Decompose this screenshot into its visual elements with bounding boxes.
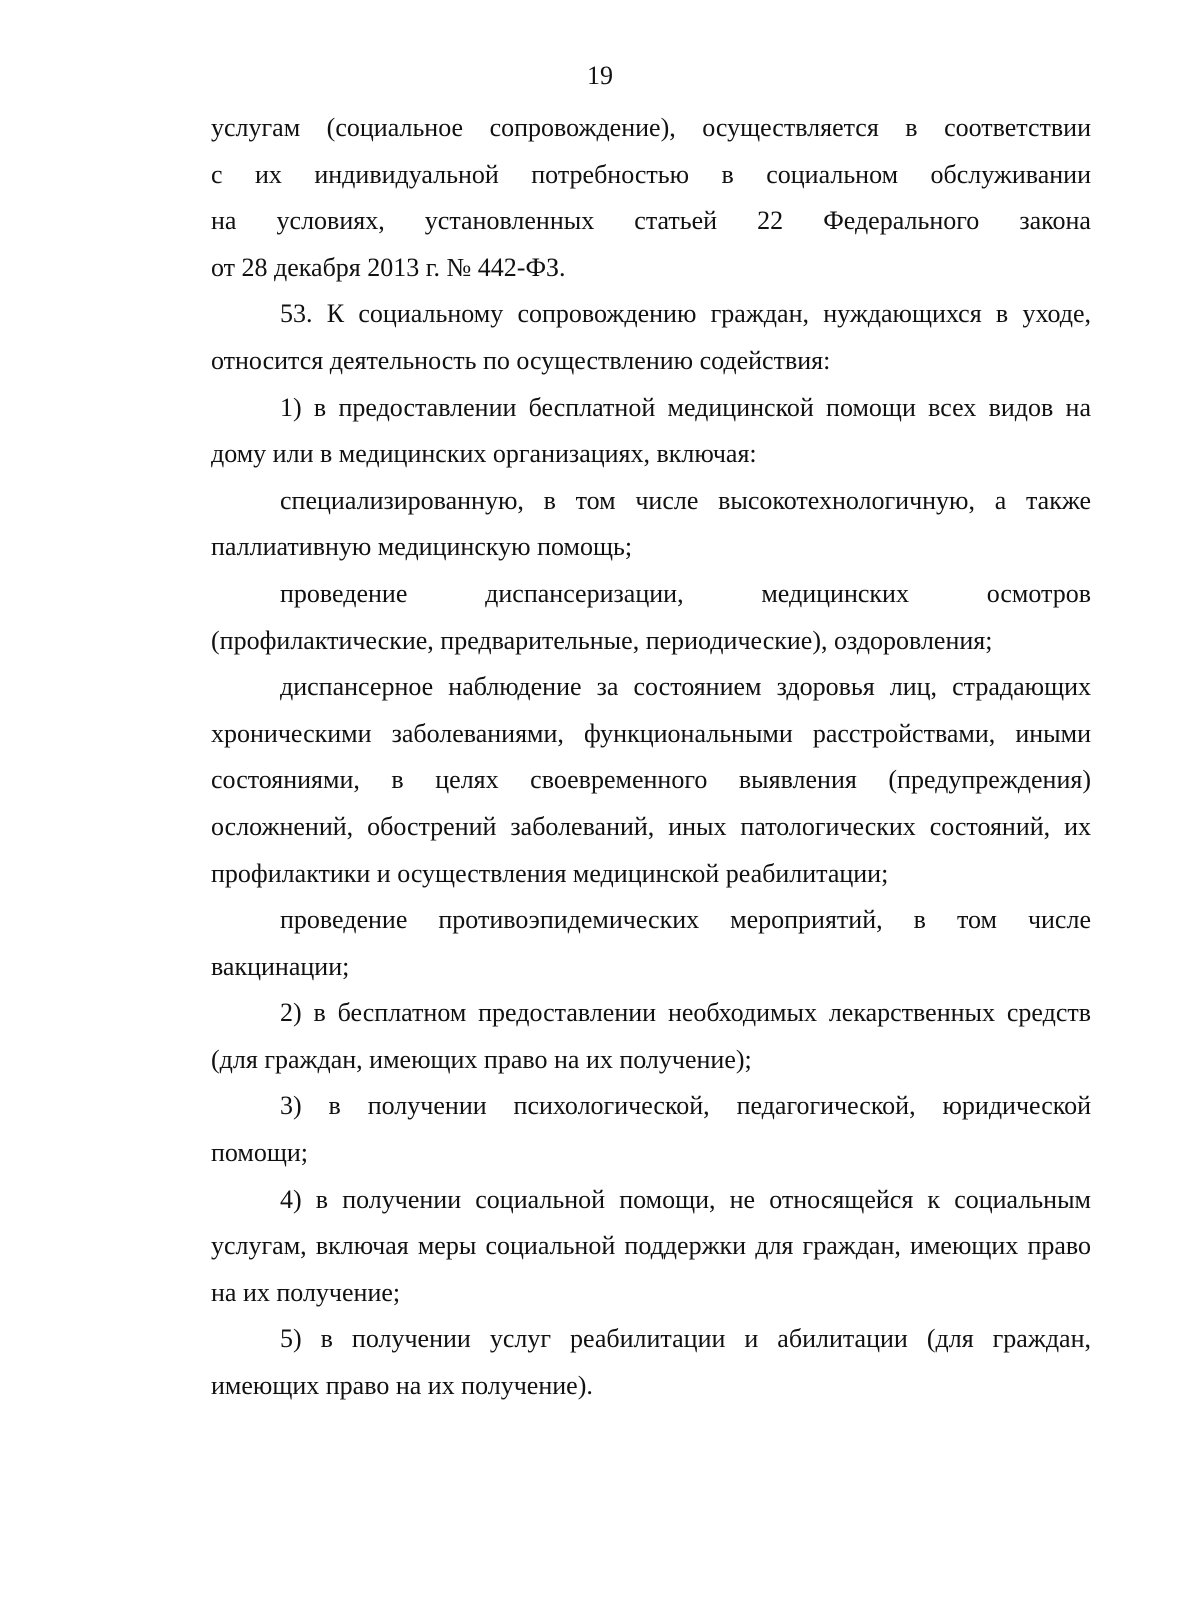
item-1-medical-aid: 1) в предоставлении бесплатной медицинской помощи всех видов на дому или в медицинских организациях, включая: — [211, 392, 1091, 469]
subitem-specialized-care: специализированную, в том числе высокотехнологичную, а также паллиативную медицинскую помощь; — [211, 485, 1091, 562]
opening-line-3-word: условиях, — [276, 206, 385, 236]
opening-line-3-word: Федерального — [823, 206, 980, 236]
opening-line-3-word: на — [211, 206, 237, 236]
page-number: 19 — [587, 61, 613, 90]
subitem-anti-epidemic: проведение противоэпидемических мероприятий, в том числе вакцинации; — [211, 905, 1091, 981]
opening-line-4: от 28 декабря 2013 г. № 442-ФЗ. — [211, 252, 566, 282]
opening-line-3-word: 22 — [757, 206, 784, 236]
opening-line-3 — [211, 198, 1091, 245]
document-body — [211, 105, 1091, 1410]
item-4-social-aid: 4) в получении социальной помощи, не относящейся к социальным услугам, включая меры социальной поддержки для граждан, имеющих право на их получение; — [211, 1184, 1091, 1307]
paragraph-53: 53. К социальному сопровождению граждан, нуждающихся в уходе, относится деятельность по осуществлению содействия: — [211, 299, 1091, 375]
opening-line-2: с их индивидуальной потребностью в социальном обслуживании — [211, 159, 1091, 189]
subitem-dispensarization: проведение диспансеризации, медицинских осмотров (профилактические, предварительные, периодические), оздоровления; — [211, 578, 1091, 655]
item-5-rehabilitation: 5) в получении услуг реабилитации и абилитации (для граждан, имеющих право на их получение). — [211, 1324, 1091, 1401]
opening-line-3-word: закона — [1019, 206, 1091, 236]
item-2-medicines: 2) в бесплатном предоставлении необходимых лекарственных средств (для граждан, имеющих право на их получение); — [211, 998, 1091, 1074]
opening-line-1: услугам (социальное сопровождение), осуществляется в соответствии — [211, 113, 1091, 142]
opening-line-3-word: статьей — [634, 206, 718, 236]
opening-paragraph — [211, 105, 1091, 291]
opening-line-3-word: установленных — [424, 206, 595, 236]
subitem-dispensary-observation: диспансерное наблюдение за состоянием здоровья лиц, страдающих хроническими заболеваниями, функциональными расстройствами, иными состояниями, в целях своевременного выявления (предупреждения) осложнений, обострений заболеваний, иных патологических состояний, их профилактики и осуществления медицинской реабилитации; — [211, 672, 1091, 888]
item-3-psychological-legal-aid: 3) в получении психологической, педагогической, юридической помощи; — [211, 1091, 1091, 1168]
